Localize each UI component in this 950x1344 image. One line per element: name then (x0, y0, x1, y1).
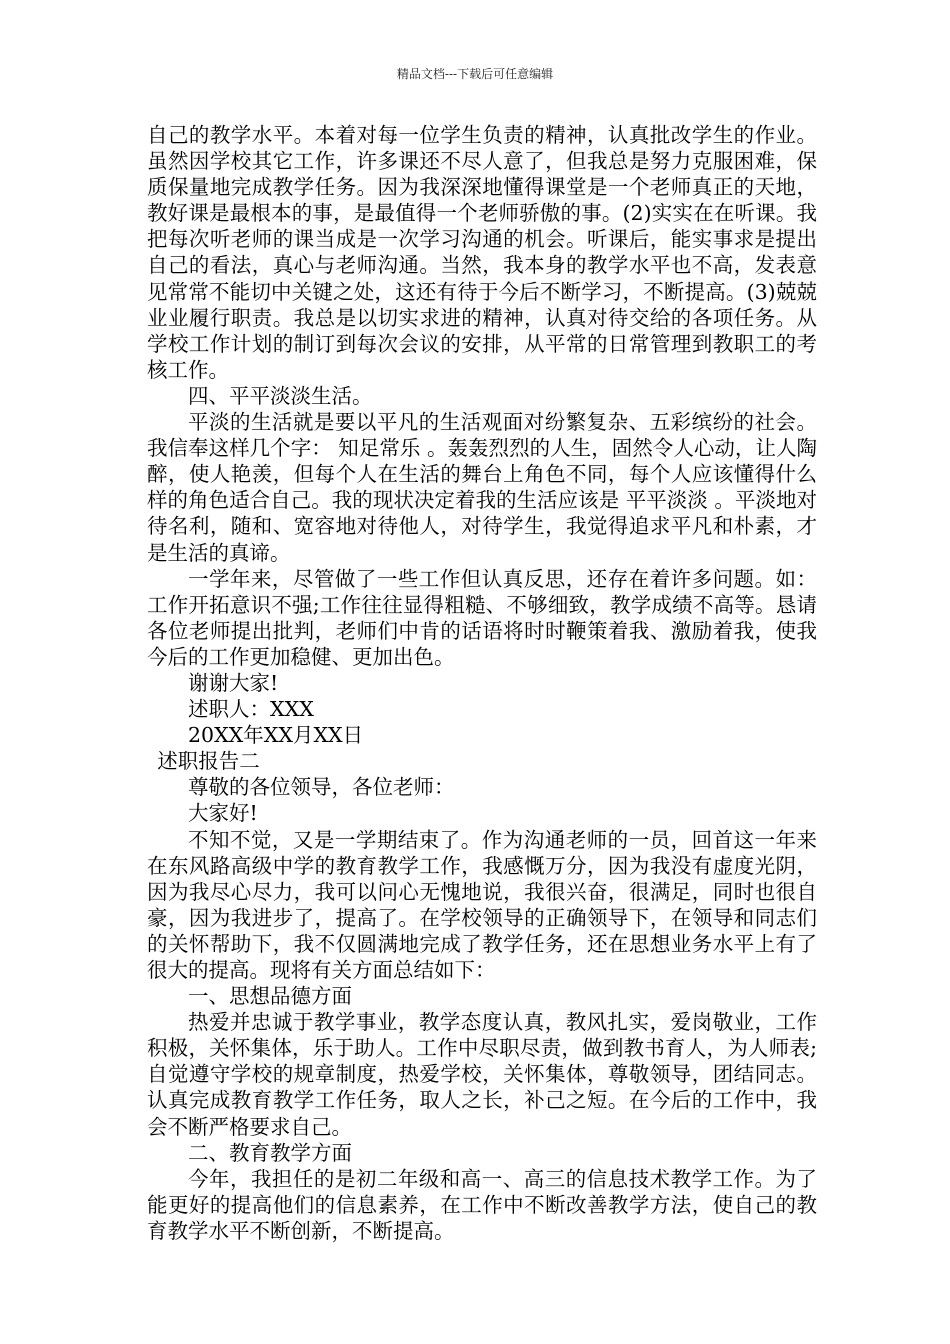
paragraph-reflection: 一学年来，尽管做了一些工作但认真反思，还存在着许多问题。如：工作开拓意识不强;工作往往显得粗糙、不够细致，教学成绩不高等。恳请各位老师提出批判，老师们中肯的话语将时时鞭策着我、激励着我，使我今后的工作更加稳健、更加出色。 (147, 566, 817, 669)
signature-date: 20XX年XX月XX日 (188, 723, 364, 748)
paragraph-plain-life: 平淡的生活就是要以平凡的生活观面对纷繁复杂、五彩缤纷的社会。我信奉这样几个字： 知足常乐 。轰轰烈烈的人生，固然令人心动，让人陶醉，使人艳羡，但每个人在生活的舞台上角色不同，每个人应该懂得什么样的角色适合自己。我的现状决定着我的生活应该是 平平淡淡 。平淡地对待名利，随和、宽容地对待他人，对待学生，我觉得追求平凡和朴素，才是生活的真谛。 (147, 410, 817, 565)
signature-reporter: 述职人：XXX (188, 697, 314, 722)
paragraph-teaching-level: 自己的教学水平。本着对每一位学生负责的精神，认真批改学生的作业。虽然因学校其它工作，许多课还不尽人意了，但我总是努力克服困难，保质保量地完成教学任务。因为我深深地懂得课堂是一个老师真正的天地，教好课是最根本的事，是最值得一个老师骄傲的事。(2)实实在在听课。我把每次听老师的课当成是一次学习沟通的机会。听课后，能实事求是提出自己的看法，真心与老师沟通。当然，我本身的教学水平也不高，发表意见常常不能切中关键之处，这还有待于今后不断学习，不断提高。(3)兢兢业业履行职责。我总是以切实求进的精神，认真对待交给的各项任务。从学校工作计划的制订到每次会议的安排，从平常的日常管理到教职工的考核工作。 (147, 123, 817, 382)
document-body (147, 122, 817, 1244)
section-heading-4: 四、平平淡淡生活。 (188, 383, 373, 408)
paragraph-morality: 热爱并忠诚于教学事业，教学态度认真，教风扎实，爱岗敬业，工作积极，关怀集体，乐于助人。工作中尽职尽责，做到教书育人，为人师表;自觉遵守学校的规章制度，热爱学校，关怀集体，尊敬领导，团结同志。认真完成教育教学工作任务，取人之长，补己之短。在今后的工作中，我会不断严格要求自己。 (147, 1010, 817, 1139)
section-heading-2: 二、教育教学方面 (188, 1140, 352, 1165)
greeting: 大家好! (188, 801, 258, 826)
report-two-title: 述职报告二 (157, 749, 260, 774)
closing-thanks: 谢谢大家! (188, 670, 279, 695)
page-header: 精品文档---下载后可任意编辑 (396, 67, 554, 81)
section-heading-1: 一、思想品德方面 (188, 984, 352, 1009)
paragraph-teaching-work: 今年，我担任的是初二年级和高一、高三的信息技术教学工作。为了能更好的提高他们的信息素养，在工作中不断改善教学方法，使自己的教育教学水平不断创新，不断提高。 (147, 1166, 817, 1243)
salutation: 尊敬的各位领导，各位老师： (188, 775, 455, 800)
paragraph-intro: 不知不觉，又是一学期结束了。作为沟通老师的一员，回首这一年来在东风路高级中学的教育教学工作，我感慨万分，因为我没有虚度光阴，因为我尽心尽力，我可以问心无愧地说，我很兴奋，很满足，同时也很自豪，因为我进步了，提高了。在学校领导的正确领导下，在领导和同志们的关怀帮助下，我不仅圆满地完成了教学任务，还在思想业务水平上有了很大的提高。现将有关方面总结如下： (147, 827, 817, 982)
